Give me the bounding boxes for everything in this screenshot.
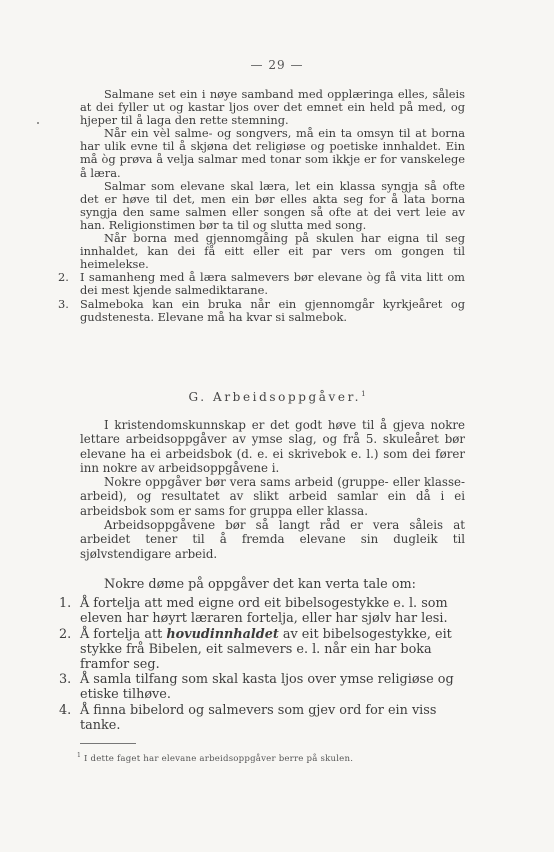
item-text: Å fortelja att med eigne ord eit bibelsogestykke e. l. som eleven har høyrt læraren fortelja, eller har sjølv har lesi. <box>80 596 448 627</box>
item-text: Å samla tilfang som skal kasta ljos over ymse religiøse og etiske tilhøve. <box>80 672 454 703</box>
item-text: av eit bibelsogestykke, eit stykke frå Bibelen, eit salmevers e. l. når ein har boka framfor seg. <box>80 626 452 673</box>
paragraph: Når ein vèl salme- og songvers, må ein ta omsyn til at borna har ulik evne til å skjøna det religiøse og poetiske innhaldet. Ein må òg prøva å velja salmar med tonar som ikkje er for vanskelege å læra. <box>80 126 465 180</box>
paragraph: Arbeidsoppgåvene bør så langt råd er vera såleis at arbeidet tener til å fremda elevane sin dugleik til sjølvstendigare arbeid. <box>80 518 465 561</box>
item-text: Å finna bibelord og salmevers som gjev ord for ein viss tanke. <box>80 702 437 733</box>
numbered-item <box>58 296 465 324</box>
list-item <box>59 672 465 703</box>
footnote-number: 1 <box>77 752 82 759</box>
list-item <box>59 626 465 673</box>
margin-mark <box>37 122 39 124</box>
list-item <box>59 596 465 627</box>
footnote-divider <box>80 743 136 744</box>
paragraph: I kristendomskunnskap er det godt høve til å gjeva nokre lettare arbeidsoppgåver av ymse slag, og frå 5. skuleåret bør elevane ha ei arbeidsbok (d. e. ei skrivebok e. l.) som dei fører inn nokre av arbeidsoppgåvene i. <box>80 418 465 475</box>
footnote-text: I dette faget har elevane arbeidsoppgåver berre på skulen. <box>83 753 354 764</box>
item-number: 2. <box>59 626 72 642</box>
item-number: 2. <box>58 270 69 285</box>
paragraph: Salmane set ein i nøye samband med opplæringa elles, såleis at dei fyller ut og kastar ljos over det emnet ein held på med, og hjeper til å laga den rette stemning. <box>80 87 465 128</box>
section-text-block <box>80 418 465 561</box>
item-number: 4. <box>59 702 72 718</box>
footnote <box>77 752 353 764</box>
paragraph: Salmar som elevane skal læra, let ein klassa syngja så ofte det er høve til det, men ein bør elles akta seg for å lata borna syngja den same salmen eller songen så ofte at dei vert leie av han. Religionstimen bør ta til og slutta med song. <box>80 178 465 232</box>
numbered-item <box>58 270 465 298</box>
item-number: 1. <box>59 596 72 612</box>
item-text: Å fortelja att <box>80 626 167 642</box>
section-heading-text: G. Arbeidsoppgåver. <box>188 390 362 404</box>
page-number: — 29 — <box>250 58 304 72</box>
examples-intro: Nokre døme på oppgåver det kan verta tale om: <box>104 577 416 592</box>
list-item <box>59 702 465 733</box>
emphasis-text: hovudinnhaldet <box>166 626 279 642</box>
examples-list <box>59 577 465 733</box>
paragraph: Når borna med gjennomgåing på skulen har eigna til seg innhaldet, kan dei få eitt eller eit par vers om gongen til heimelekse. <box>80 231 465 272</box>
section-heading <box>0 390 554 404</box>
item-text: Salmeboka kan ein bruka når ein gjennomgår kyrkjeåret og gudstenesta. Elevane må ha kvar si salmebok. <box>80 296 465 324</box>
item-number: 3. <box>58 296 69 311</box>
item-text: I samanheng med å læra salmevers bør elevane òg få vita litt om dei mest kjende salmediktarane. <box>80 270 465 298</box>
footnote-marker: 1 <box>361 390 366 398</box>
item-number: 3. <box>59 672 72 688</box>
top-text-block <box>58 87 465 324</box>
paragraph: Nokre oppgåver bør vera sams arbeid (gruppe- eller klasse-arbeid), og resultatet av slikt arbeid samlar ein då i ei arbeidsbok som er sams for gruppa eller klassa. <box>80 475 465 518</box>
